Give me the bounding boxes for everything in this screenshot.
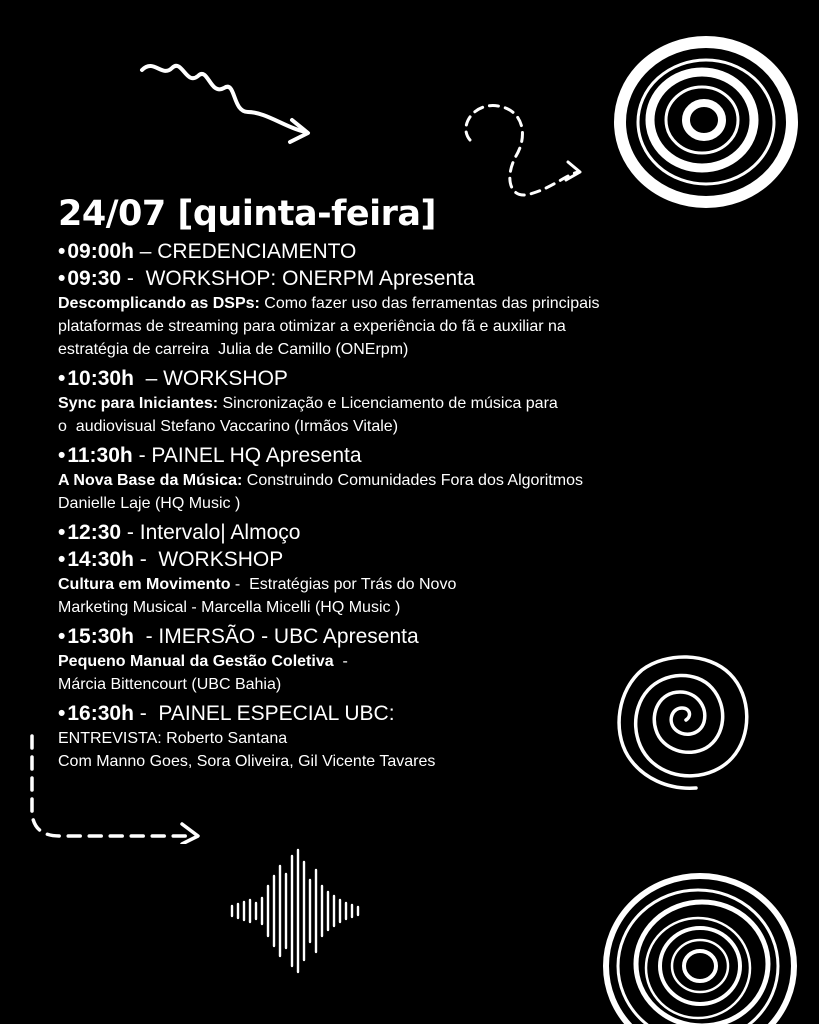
schedule-separator: - — [133, 702, 159, 725]
description-bold: Pequeno Manual da Gestão Coletiva — [58, 653, 334, 670]
soundwave-icon — [228, 846, 362, 976]
schedule-separator: - — [121, 521, 140, 544]
description-text: - Estratégias por Trás do Novo — [230, 576, 457, 593]
bullet-icon: • — [58, 367, 66, 390]
description-text: estratégia de carreira Julia de Camillo (ONErpm) — [58, 341, 409, 358]
bullet-icon: • — [58, 521, 66, 544]
schedule-title: PAINEL ESPECIAL UBC: — [158, 702, 395, 725]
description-text: Com Manno Goes, Sora Oliveira, Gil Vicente Tavares — [58, 753, 436, 770]
description-line — [58, 727, 798, 750]
description-text: plataformas de streaming para otimizar a experiência do fã e auxiliar na — [58, 318, 566, 335]
date-heading: 24/07 [quinta-feira] — [58, 194, 436, 234]
schedule-title: WORKSHOP — [163, 367, 288, 390]
schedule-separator: - — [132, 444, 152, 467]
description-text: - — [333, 653, 348, 670]
bullet-icon: • — [58, 702, 66, 725]
description-bold: Descomplicando as DSPs: — [58, 295, 260, 312]
description-text: Construindo Comunidades Fora dos Algoritmos — [242, 472, 583, 489]
schedule-title: WORKSHOP: ONERPM Apresenta — [145, 267, 475, 290]
bullet-icon: • — [58, 444, 66, 467]
schedule-item — [58, 265, 798, 292]
schedule-description — [58, 573, 798, 619]
bullet-icon: • — [58, 625, 66, 648]
schedule-item — [58, 442, 798, 469]
schedule-description — [58, 727, 798, 773]
description-line — [58, 338, 798, 361]
schedule-description — [58, 469, 798, 515]
schedule-title: CREDENCIAMENTO — [157, 240, 357, 263]
schedule-description — [58, 292, 798, 361]
description-line — [58, 673, 798, 696]
description-text: Sincronização e Licenciamento de música para — [218, 395, 558, 412]
description-bold: Sync para Iniciantes: — [58, 395, 219, 412]
schedule-title: WORKSHOP — [158, 548, 284, 571]
description-line — [58, 392, 798, 415]
description-line — [58, 315, 798, 338]
description-text: Danielle Laje (HQ Music ) — [58, 495, 241, 512]
description-line — [58, 573, 798, 596]
squiggle-arrow-icon — [136, 56, 316, 152]
bullet-icon: • — [58, 240, 66, 263]
description-line — [58, 650, 798, 673]
schedule-separator: – — [133, 240, 158, 263]
schedule-item — [58, 623, 798, 650]
schedule-separator: - — [133, 625, 159, 648]
description-line — [58, 596, 798, 619]
bullet-icon: • — [58, 548, 66, 571]
description-line — [58, 469, 798, 492]
schedule-separator: - — [121, 267, 146, 290]
description-text: o audiovisual Stefano Vaccarino (Irmãos Vitale) — [58, 418, 399, 435]
description-text: Como fazer uso das ferramentas das principais — [259, 295, 600, 312]
schedule-time: 11:30h — [67, 444, 133, 467]
description-line — [58, 292, 798, 315]
description-bold: Cultura em Movimento — [58, 576, 231, 593]
schedule-time: 14:30h — [67, 548, 134, 571]
schedule-item — [58, 546, 798, 573]
schedule-title: Intervalo| Almoço — [139, 521, 301, 544]
description-text: ENTREVISTA: Roberto Santana — [58, 730, 288, 747]
bullet-icon: • — [58, 267, 66, 290]
description-text: Márcia Bittencourt (UBC Bahia) — [58, 676, 282, 693]
description-line — [58, 415, 798, 438]
description-line — [58, 492, 798, 515]
schedule-time: 09:30 — [67, 267, 122, 290]
description-line — [58, 750, 798, 773]
schedule-time: 16:30h — [67, 702, 134, 725]
scribble-circle-icon — [600, 866, 800, 1024]
schedule-separator: – — [133, 367, 164, 390]
schedule-title: PAINEL HQ Apresenta — [151, 444, 362, 467]
schedule-item — [58, 519, 798, 546]
schedule-description — [58, 392, 798, 438]
schedule-item — [58, 700, 798, 727]
schedule-time: 09:00h — [67, 240, 134, 263]
schedule-list — [58, 238, 798, 773]
schedule-title: IMERSÃO - UBC Apresenta — [158, 625, 419, 648]
description-bold: A Nova Base da Música: — [58, 472, 243, 489]
schedule-time: 12:30 — [67, 521, 122, 544]
schedule-time: 15:30h — [67, 625, 134, 648]
schedule — [58, 192, 798, 777]
schedule-time: 10:30h — [67, 367, 134, 390]
schedule-item — [58, 365, 798, 392]
schedule-item — [58, 238, 798, 265]
concentric-circle-icon — [610, 30, 806, 216]
description-text: Marketing Musical - Marcella Micelli (HQ Music ) — [58, 599, 401, 616]
schedule-description — [58, 650, 798, 696]
schedule-separator: - — [133, 548, 159, 571]
